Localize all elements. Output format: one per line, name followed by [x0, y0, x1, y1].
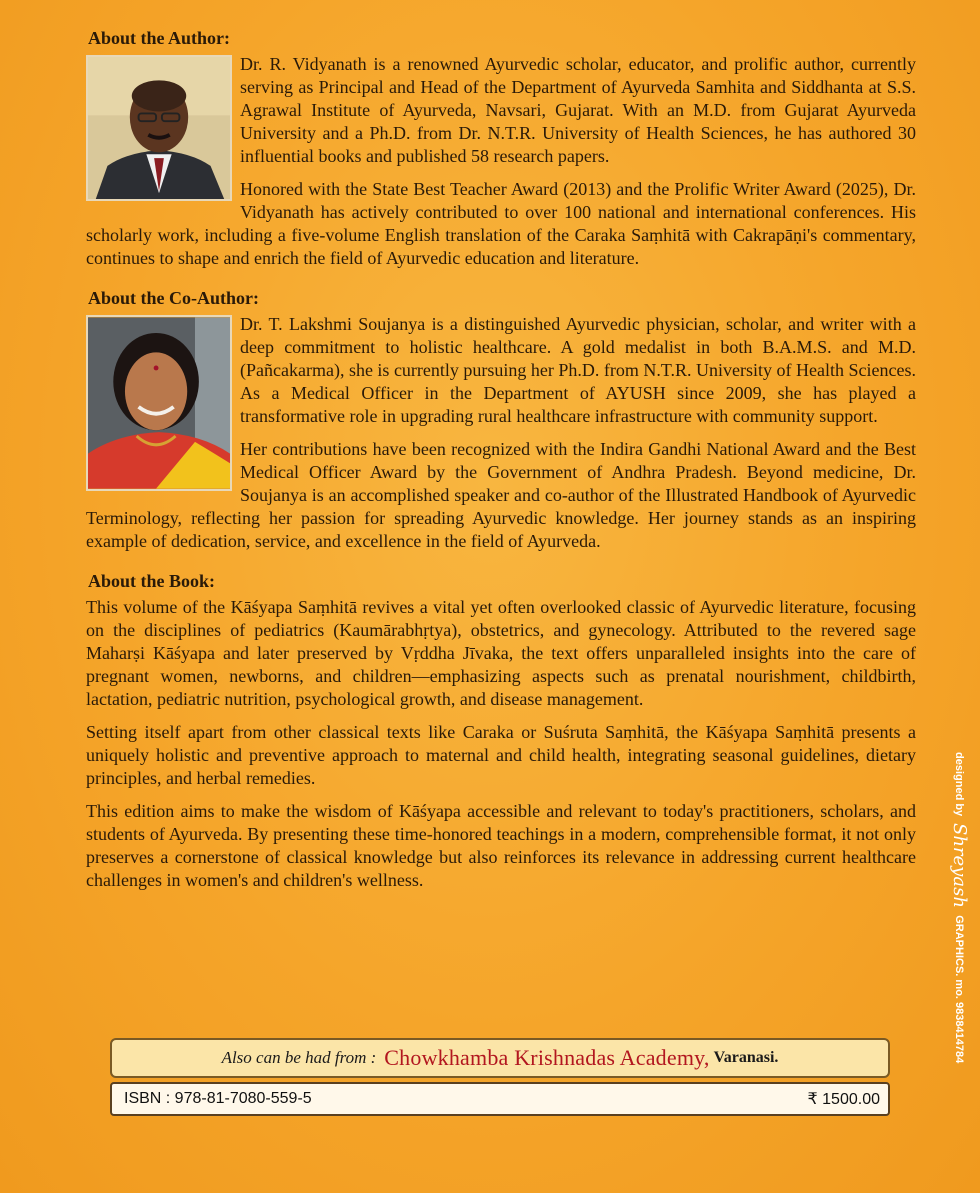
book-paragraph-1: This volume of the Kāśyapa Saṃhitā revives a vital yet often overlooked classic of Ayurvedic literature, focusing on the disciplines of pediatrics (Kaumārabhṛtya), obstetrics, and gynecology. Attributed to the revered sage Maharṣi Kāśyapa and later preserved by Vṛddha Jīvaka, the text offers unparalleled insights into the care of pregnant women, newborns, and children—emphasizing aspects such as prenatal nourishment, childbirth, lactation, pediatric nutrition, psychological growth, and disease management.: [86, 597, 916, 709]
designer-credit: [948, 752, 970, 1062]
isbn-number: ISBN : 978-81-7080-559-5: [124, 1090, 312, 1107]
publisher-name: Chowkhamba Krishnadas Academy,: [384, 1045, 710, 1070]
author-photo: [86, 55, 232, 201]
back-cover-text: [86, 28, 916, 902]
coauthor-section: [86, 288, 916, 563]
book-heading: About the Book:: [88, 571, 216, 591]
author-bio-paragraph-2: Honored with the State Best Teacher Award (2013) and the Prolific Writer Award (2025), Dr. Vidyanath has actively contributed to over 100 national and international conferences. His scholarly work, including a five-volume English translation of the Caraka Saṃhitā with Cakrapāṇi's commentary, continues to shape and enrich the field of Ayurvedic education and literature.: [86, 179, 916, 268]
author-heading: About the Author:: [88, 28, 231, 48]
credit-prefix: designed by: [953, 752, 965, 817]
author-portrait-image: [88, 57, 230, 199]
coauthor-photo: [86, 315, 232, 491]
price: ₹ 1500.00: [807, 1091, 880, 1108]
credit-suffix: GRAPHICS. mo. 9838414784: [953, 915, 965, 1064]
author-section: [86, 28, 916, 280]
coauthor-heading: About the Co-Author:: [88, 288, 259, 308]
publisher-city: Varanasi.: [713, 1049, 779, 1066]
availability-label: Also can be had from :: [221, 1048, 377, 1067]
coauthor-portrait-image: [88, 317, 230, 489]
book-paragraph-3: This edition aims to make the wisdom of Kāśyapa accessible and relevant to today's practitioners, scholars, and students of Ayurveda. By presenting these time-honored teachings in a modern, comprehensible format, it not only preserves a cornerstone of classical knowledge but also reinforces its relevance in addressing current healthcare challenges in women's and children's wellness.: [86, 801, 916, 890]
book-section: [86, 571, 916, 892]
isbn-price-bar: [110, 1082, 890, 1116]
availability-box: [110, 1038, 890, 1078]
book-paragraph-2: Setting itself apart from other classical texts like Caraka or Suśruta Saṃhitā, the Kāśyapa Saṃhitā presents a uniquely holistic and preventive approach to maternal and child health, integrating seasonal guidelines, dietary principles, and herbal remedies.: [86, 722, 916, 788]
coauthor-bio-paragraph-1: Dr. T. Lakshmi Soujanya is a distinguished Ayurvedic physician, scholar, and writer with a deep commitment to holistic healthcare. A gold medalist in both B.A.M.S. and M.D. (Pañcakarma), she is currently pursuing her Ph.D. from N.T.R. University of Health Sciences. As a Medical Officer in the Department of AYUSH since 2009, she has played a transformative role in upgrading rural healthcare infrastructure with community support.: [240, 314, 916, 426]
credit-brand: Shreyash: [949, 823, 970, 909]
coauthor-bio-paragraph-2: Her contributions have been recognized with the Indira Gandhi National Award and the Best Medical Officer Award by the Government of Andhra Pradesh. Beyond medicine, Dr. Soujanya is an accomplished speaker and co-author of the Illustrated Handbook of Ayurvedic Terminology, reflecting her passion for spreading Ayurvedic knowledge. Her journey stands as an inspiring example of dedication, service, and excellence in the field of Ayurveda.: [86, 439, 916, 551]
purchase-info: [110, 1038, 890, 1116]
author-bio-paragraph-1: Dr. R. Vidyanath is a renowned Ayurvedic scholar, educator, and prolific author, currently serving as Principal and Head of the Department of Ayurveda Samhita and Siddhanta at S.S. Agrawal Institute of Ayurveda, Navsari, Gujarat. With an M.D. from Gujarat Ayurveda University and a Ph.D. from Dr. N.T.R. University of Health Sciences, he has authored 30 influential books and published 58 research papers.: [240, 54, 916, 166]
